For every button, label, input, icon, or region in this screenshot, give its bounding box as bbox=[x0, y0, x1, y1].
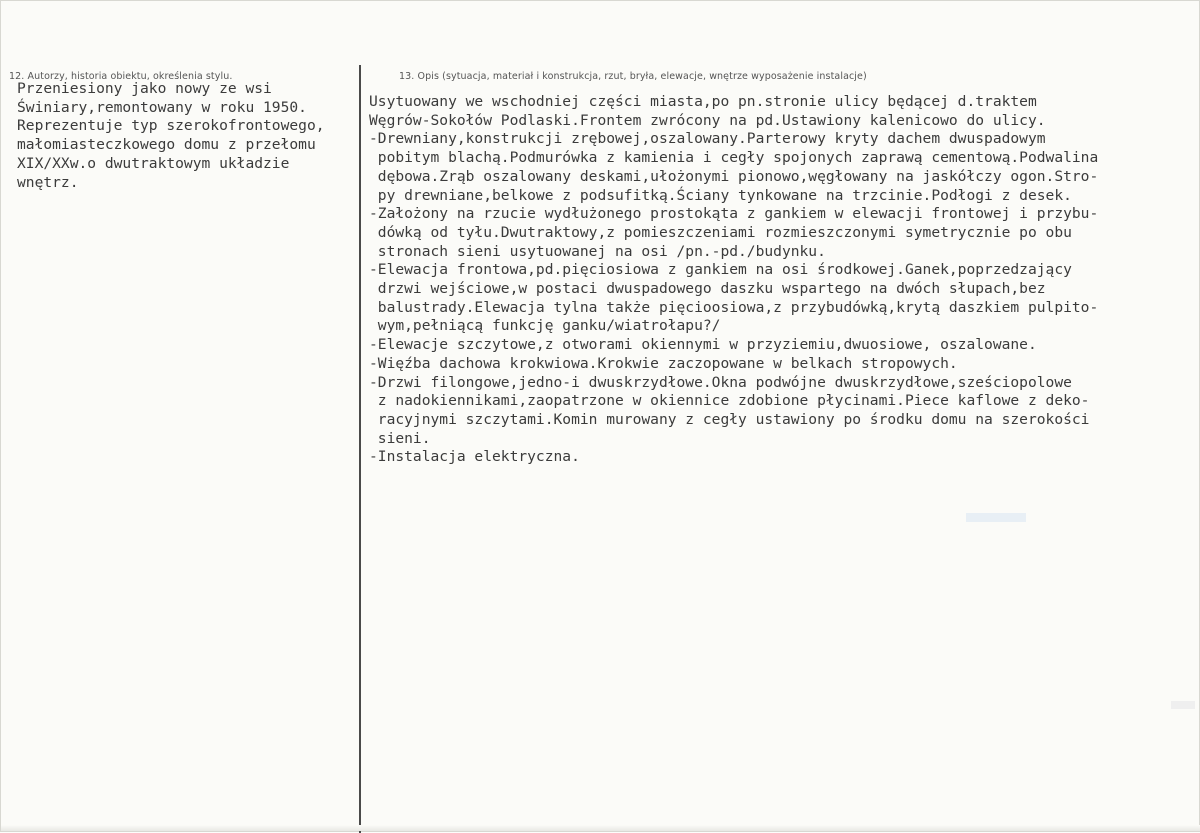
column-divider bbox=[359, 65, 361, 833]
section-12-label: 12. Autorzy, historia obiektu, określenia stylu. bbox=[9, 71, 233, 82]
section-13-typed-text: Usytuowany we wschodniej części miasta,po pn.stronie ulicy będącej d.traktem Węgrów-Sokołów Podlaski.Frontem zwrócony na pd.Ustawiony kalenicowo do ulicy. -Drewniany,konstrukcji zrębowej,oszalowany.Parterowy kryty dachem dwuspadowym pobitym blachą.Podmurówka z kamienia i cegły spojonych zaprawą cementową.Podwalina dębowa.Zrąb oszalowany deskami,ułożonymi pionowo,węgłowany na jaskółczy ogon.Stro- py drewniane,belkowe z podsufitką.Ściany tynkowane na trzcinie.Podłogi z desek. -Założony na rzucie wydłużonego prostokąta z gankiem w elewacji frontowej i przybu- dówką od tyłu.Dwutraktowy,z pomieszczeniami rozmieszczonymi symetrycznie po obu stronach sieni usytuowanej na osi /pn.-pd./budynku. -Elewacja frontowa,pd.pięciosiowa z gankiem na osi środkowej.Ganek,poprzedzający drzwi wejściowe,w postaci dwuspadowego daszku wspartego na dwóch słupach,bez balustrady.Elewacja tylna także pięcioosiowa,z przybudówką,krytą daszkiem pulpito- wym,pełniącą funkcję ganku/wiatrołapu?/ -Elewacje szczytowe,z otworami okiennymi w przyziemiu,dwuosiowe, oszalowane. -Więźba dachowa krokwiowa.Krokwie zaczopowane w belkach stropowych. -Drzwi filongowe,jedno-i dwuskrzydłowe.Okna podwójne dwuskrzydłowe,sześciopolowe z nadokiennikami,zaopatrzone w okiennice zdobione płycinami.Piece kaflowe z deko- racyjnymi szczytami.Komin murowany z cegły ustawiony po środku domu na szerokości sieni. -Instalacja elektryczna. bbox=[369, 93, 1099, 466]
scan-edge-shadow bbox=[1, 825, 1200, 831]
ink-smudge bbox=[1171, 701, 1195, 709]
ink-smudge bbox=[966, 513, 1026, 522]
section-12-typed-text: Przeniesiony jako nowy ze wsi Świniary,remontowany w roku 1950. Reprezentuje typ szerokofrontowego, małomiasteczkowego domu z przełomu XIX/XXw.o dwutraktowym układzie wnętrz. bbox=[17, 80, 325, 191]
section-13-label: 13. Opis (sytuacja, materiał i konstrukcja, rzut, bryła, elewacje, wnętrze wyposażenie instalacje) bbox=[399, 71, 867, 82]
